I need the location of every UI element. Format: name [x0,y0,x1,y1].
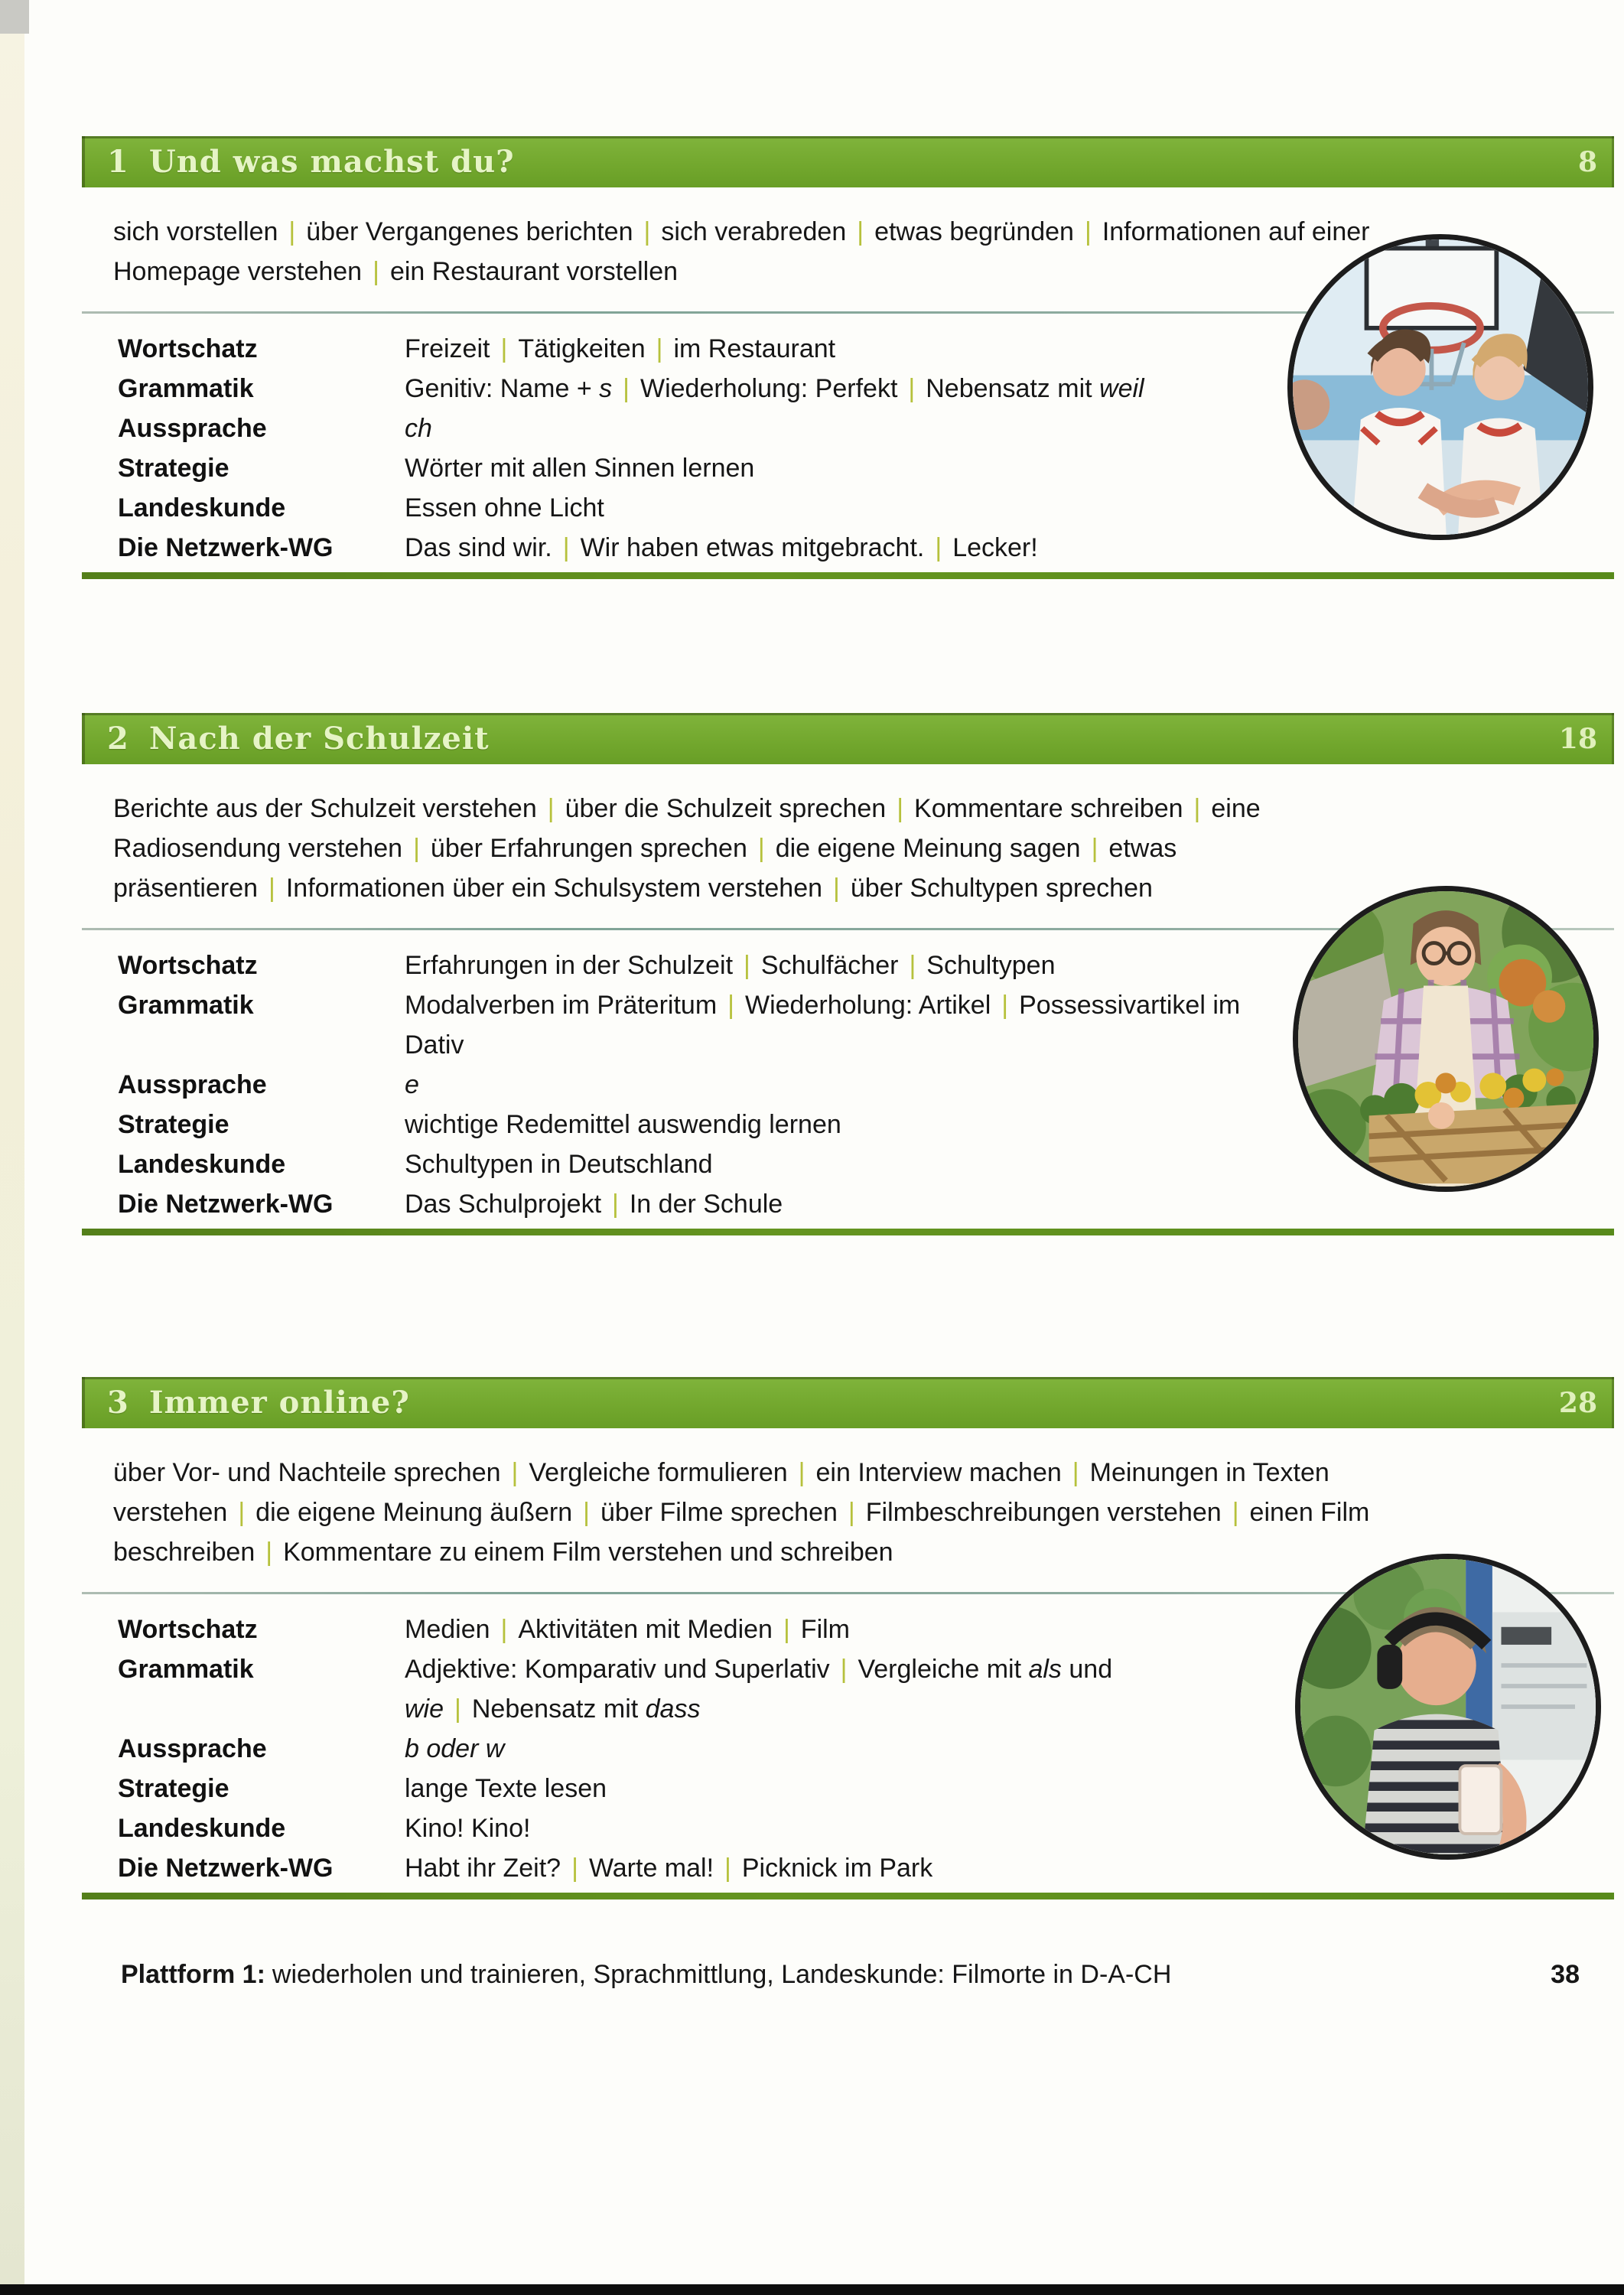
row-label: Wortschatz [118,951,258,980]
chapter-section-3 [82,1377,1614,1899]
row-value: Kino! Kino! [405,1814,531,1843]
row-label: Strategie [118,454,229,483]
row-label: Die Netzwerk-WG [118,1854,334,1883]
row-label: Grammatik [118,374,254,403]
row-label: Landeskunde [118,1150,286,1179]
scan-left-edge-artifact [0,0,24,2286]
row-value: Modalverben im Präteritum | Wiederholung: Artikel | Possessivartikel im Dativ [405,991,1241,1060]
row-label: Grammatik [118,1655,254,1684]
chapter-title: Nach der Schulzeit [148,721,490,757]
divider-thick [82,1893,1614,1899]
chapter-number: 3 [107,1385,129,1421]
row-value: Genitiv: Name + s | Wiederholung: Perfekt | Nebensatz mit weil [405,374,1144,403]
row-label: Grammatik [118,991,254,1020]
chapter-section-1 [82,136,1614,579]
row-label: Aussprache [118,414,267,443]
chapter-number: 1 [107,144,129,180]
row-value: Essen ohne Licht [405,493,604,522]
chapter-page-number: 8 [1577,145,1597,178]
row-value: lange Texte lesen [405,1774,607,1803]
row-value: ch [405,414,432,443]
row-label: Aussprache [118,1734,267,1763]
chapter-goals: sich vorstellen | über Vergangenes berichten | sich verabreden | etwas begründen | Informationen auf einer Homepage verstehen | ein Restaurant vorstellen [113,217,1370,286]
table-row [118,528,1614,568]
gardener-photo-illustration [1298,891,1593,1187]
row-label: Landeskunde [118,1814,286,1843]
chapter-title: Und was machst du? [148,144,515,180]
chapter-photo-basketball-girls [1287,234,1593,540]
row-value: Wörter mit allen Sinnen lernen [405,454,755,483]
row-label: Wortschatz [118,334,258,363]
chapter-photo-flower-crate-woman [1293,886,1599,1192]
scan-bottom-edge-artifact [0,2284,1624,2295]
chapter-number: 2 [107,721,129,757]
chapter-page-number: 28 [1558,1386,1597,1419]
platform-label: Plattform 1: [121,1960,265,1989]
row-label: Die Netzwerk-WG [118,533,334,562]
row-label: Die Netzwerk-WG [118,1190,334,1219]
basketball-photo-illustration [1293,239,1588,535]
row-value: Medien | Aktivitäten mit Medien | Film [405,1615,850,1644]
row-value: Freizeit | Tätigkeiten | im Restaurant [405,334,836,363]
row-value: e [405,1070,419,1099]
row-value: Das sind wir. | Wir haben etwas mitgebracht. | Lecker! [405,533,1038,562]
row-label: Strategie [118,1110,229,1139]
chapter-goals: über Vor- und Nachteile sprechen | Vergleiche formulieren | ein Interview machen | Meinungen in Texten verstehen | die eigene Meinung äußern | über Filme sprechen | Filmbeschreibungen verstehen | einen Film beschreiben | Kommentare zu einem Film verstehen und schreiben [113,1458,1370,1567]
divider-thick [82,572,1614,579]
chapter-header-bar [82,1377,1614,1428]
platform-summary-line [82,1955,1614,1994]
row-value: Erfahrungen in der Schulzeit | Schulfächer | Schultypen [405,951,1056,980]
headphones-photo-illustration [1300,1559,1596,1854]
platform-page-number: 38 [1551,1960,1580,1989]
row-label: Landeskunde [118,493,286,522]
chapter-header-bar [82,713,1614,764]
row-value: Habt ihr Zeit? | Warte mal! | Picknick im Park [405,1854,933,1883]
chapter-section-2 [82,713,1614,1235]
chapter-page-number: 18 [1558,722,1597,755]
row-label: Aussprache [118,1070,267,1099]
page-content [82,136,1614,1994]
scan-corner-artifact [0,0,29,34]
table-row [118,1184,1614,1224]
chapter-header-bar [82,136,1614,187]
chapter-title: Immer online? [148,1385,410,1421]
row-value: wichtige Redemittel auswendig lernen [405,1110,841,1139]
row-value: Adjektive: Komparativ und Superlativ | Vergleiche mit als und wie | Nebensatz mit dass [405,1655,1113,1724]
divider-thick [82,1229,1614,1235]
row-label: Strategie [118,1774,229,1803]
chapter-goals: Berichte aus der Schulzeit verstehen | über die Schulzeit sprechen | Kommentare schreiben | eine Radiosendung verstehen | über Erfahrungen sprechen | die eigene Meinung sagen | etwas präsentieren | Informationen über ein Schulsystem verstehen | über Schultypen sprechen [113,794,1261,903]
row-value: b oder w [405,1734,505,1763]
table-row [118,1848,1614,1888]
row-value: Schultypen in Deutschland [405,1150,713,1179]
platform-text: wiederholen und trainieren, Sprachmittlung, Landeskunde: Filmorte in D-A-CH [272,1960,1172,1989]
chapter-photo-headphones-girl [1295,1554,1601,1860]
row-label: Wortschatz [118,1615,258,1644]
row-value: Das Schulprojekt | In der Schule [405,1190,783,1219]
